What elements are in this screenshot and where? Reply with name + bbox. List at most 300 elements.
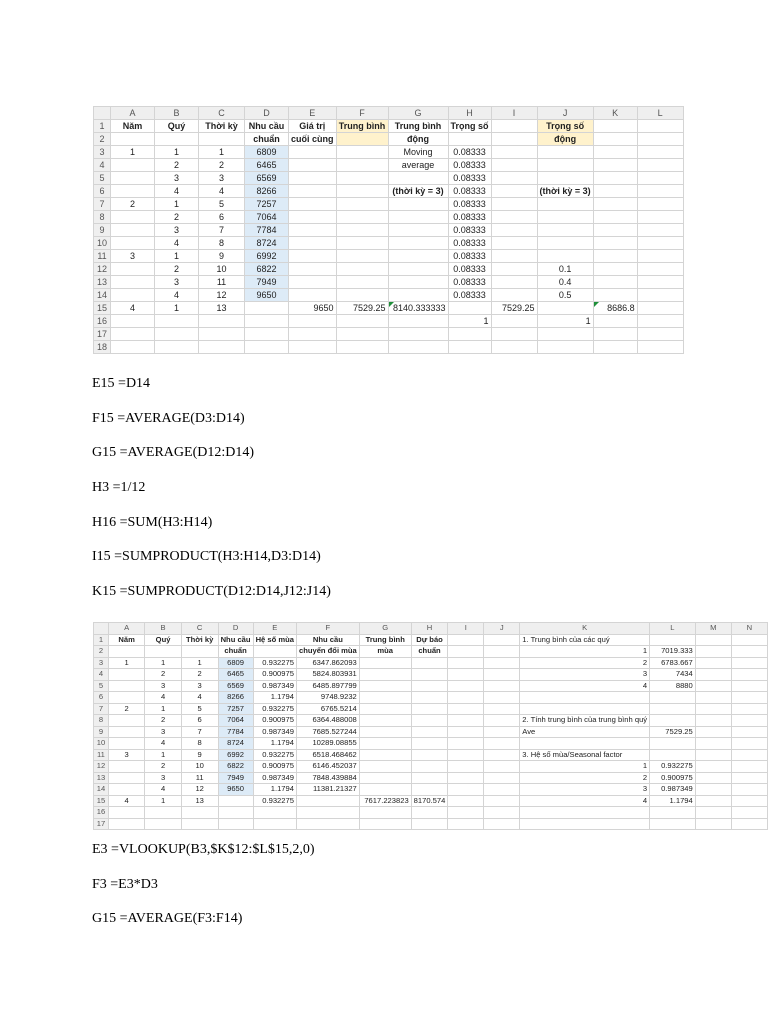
cell[interactable] <box>484 795 520 807</box>
cell[interactable] <box>448 328 491 341</box>
cell[interactable]: 8140.333333 <box>388 302 448 315</box>
cell[interactable] <box>245 328 289 341</box>
cell[interactable]: 0.08333 <box>448 263 491 276</box>
cell[interactable]: 2 <box>520 772 650 784</box>
column-header[interactable]: F <box>336 107 388 120</box>
cell[interactable] <box>108 692 144 704</box>
cell[interactable] <box>695 761 731 773</box>
cell[interactable] <box>695 657 731 669</box>
cell[interactable] <box>491 185 537 198</box>
cell[interactable] <box>484 749 520 761</box>
column-header[interactable]: A <box>111 107 155 120</box>
cell[interactable]: 6569 <box>245 172 289 185</box>
column-header[interactable]: C <box>181 623 218 635</box>
cell[interactable] <box>108 761 144 773</box>
cell[interactable] <box>537 250 593 263</box>
column-header[interactable]: H <box>448 107 491 120</box>
cell[interactable]: 1 <box>181 657 218 669</box>
cell[interactable] <box>388 341 448 354</box>
cell[interactable] <box>253 818 296 830</box>
cell[interactable] <box>695 738 731 750</box>
cell[interactable] <box>388 289 448 302</box>
column-header[interactable]: E <box>253 623 296 635</box>
cell[interactable]: 0.5 <box>537 289 593 302</box>
row-header[interactable]: 4 <box>94 159 111 172</box>
cell[interactable]: 12 <box>181 784 218 796</box>
cell[interactable] <box>336 146 388 159</box>
cell[interactable]: 0.987349 <box>253 726 296 738</box>
cell[interactable] <box>289 211 337 224</box>
cell[interactable] <box>731 761 767 773</box>
cell[interactable]: chuẩn <box>411 646 448 658</box>
cell[interactable]: 0.08333 <box>448 276 491 289</box>
cell[interactable]: 0.900975 <box>253 715 296 727</box>
cell[interactable] <box>388 211 448 224</box>
cell[interactable] <box>289 289 337 302</box>
cell[interactable]: 0.987349 <box>253 772 296 784</box>
cell[interactable] <box>537 146 593 159</box>
cell[interactable] <box>537 237 593 250</box>
cell[interactable] <box>359 807 411 819</box>
cell[interactable] <box>448 795 484 807</box>
column-header[interactable]: G <box>359 623 411 635</box>
cell[interactable]: 4 <box>111 302 155 315</box>
cell[interactable] <box>336 224 388 237</box>
cell[interactable] <box>491 315 537 328</box>
row-header[interactable]: 14 <box>94 784 109 796</box>
cell[interactable] <box>484 738 520 750</box>
cell[interactable]: 10289.08855 <box>296 738 359 750</box>
cell[interactable] <box>491 328 537 341</box>
cell[interactable] <box>491 276 537 289</box>
cell[interactable] <box>289 237 337 250</box>
cell[interactable] <box>218 795 253 807</box>
cell[interactable]: 4 <box>199 185 245 198</box>
cell[interactable] <box>108 726 144 738</box>
row-header[interactable]: 7 <box>94 703 109 715</box>
cell[interactable]: Quý <box>145 634 181 646</box>
cell[interactable]: 7434 <box>650 669 696 681</box>
cell[interactable] <box>537 328 593 341</box>
cell[interactable] <box>637 250 683 263</box>
cell[interactable]: Trọng số <box>448 120 491 133</box>
cell[interactable]: 4 <box>181 692 218 704</box>
cell[interactable]: 7529.25 <box>491 302 537 315</box>
row-header[interactable]: 5 <box>94 680 109 692</box>
cell[interactable] <box>388 250 448 263</box>
cell[interactable] <box>289 172 337 185</box>
cell[interactable] <box>731 680 767 692</box>
column-header[interactable]: J <box>537 107 593 120</box>
cell[interactable] <box>111 237 155 250</box>
cell[interactable]: động <box>537 133 593 146</box>
cell[interactable] <box>637 237 683 250</box>
cell[interactable] <box>484 772 520 784</box>
cell[interactable]: 8 <box>199 237 245 250</box>
cell[interactable] <box>448 738 484 750</box>
cell[interactable] <box>108 715 144 727</box>
cell[interactable] <box>289 224 337 237</box>
row-header[interactable]: 15 <box>94 302 111 315</box>
cell[interactable] <box>336 159 388 172</box>
cell[interactable]: 1 <box>145 657 181 669</box>
cell[interactable] <box>448 726 484 738</box>
cell[interactable]: chuyển đổi mùa <box>296 646 359 658</box>
cell[interactable]: 2 <box>199 159 245 172</box>
cell[interactable]: Nhu cầu <box>296 634 359 646</box>
cell[interactable] <box>491 211 537 224</box>
cell[interactable]: 5 <box>181 703 218 715</box>
cell[interactable] <box>411 692 448 704</box>
row-header[interactable]: 8 <box>94 715 109 727</box>
cell[interactable] <box>520 738 650 750</box>
cell[interactable] <box>637 146 683 159</box>
cell[interactable] <box>637 185 683 198</box>
cell[interactable]: 9748.9232 <box>296 692 359 704</box>
cell[interactable]: 3 <box>108 749 144 761</box>
cell[interactable]: 3 <box>145 772 181 784</box>
column-header[interactable]: D <box>218 623 253 635</box>
cell[interactable] <box>537 198 593 211</box>
cell[interactable] <box>484 818 520 830</box>
cell[interactable]: 11 <box>181 772 218 784</box>
cell[interactable] <box>593 159 637 172</box>
row-header[interactable]: 8 <box>94 211 111 224</box>
cell[interactable]: 3 <box>155 172 199 185</box>
cell[interactable] <box>491 172 537 185</box>
cell[interactable]: 4 <box>155 185 199 198</box>
cell[interactable]: Quý <box>155 120 199 133</box>
cell[interactable]: 6822 <box>218 761 253 773</box>
cell[interactable] <box>111 328 155 341</box>
cell[interactable] <box>448 302 491 315</box>
cell[interactable] <box>411 657 448 669</box>
cell[interactable]: Thời kỳ <box>199 120 245 133</box>
cell[interactable]: 7064 <box>218 715 253 727</box>
cell[interactable] <box>637 302 683 315</box>
cell[interactable]: 11 <box>199 276 245 289</box>
cell[interactable] <box>448 646 484 658</box>
cell[interactable]: Ave <box>520 726 650 738</box>
cell[interactable] <box>181 646 218 658</box>
cell[interactable]: Dự báo <box>411 634 448 646</box>
cell[interactable] <box>411 761 448 773</box>
cell[interactable] <box>155 341 199 354</box>
cell[interactable] <box>289 341 337 354</box>
cell[interactable] <box>253 646 296 658</box>
cell[interactable] <box>289 263 337 276</box>
cell[interactable]: 6465 <box>218 669 253 681</box>
cell[interactable]: 6569 <box>218 680 253 692</box>
cell[interactable]: 1.1794 <box>253 784 296 796</box>
cell[interactable]: 12 <box>199 289 245 302</box>
cell[interactable]: 1 <box>537 315 593 328</box>
cell[interactable] <box>448 784 484 796</box>
column-header[interactable]: K <box>520 623 650 635</box>
cell[interactable] <box>520 692 650 704</box>
cell[interactable]: 0.932275 <box>253 703 296 715</box>
cell[interactable] <box>111 263 155 276</box>
cell[interactable] <box>593 250 637 263</box>
cell[interactable] <box>448 772 484 784</box>
cell[interactable]: 9650 <box>218 784 253 796</box>
row-header[interactable]: 17 <box>94 818 109 830</box>
cell[interactable]: 2 <box>145 669 181 681</box>
cell[interactable] <box>359 715 411 727</box>
cell[interactable] <box>695 669 731 681</box>
cell[interactable]: 8 <box>181 738 218 750</box>
cell[interactable] <box>448 680 484 692</box>
cell[interactable] <box>637 315 683 328</box>
cell[interactable]: 3 <box>199 172 245 185</box>
cell[interactable] <box>484 807 520 819</box>
column-header[interactable]: M <box>695 623 731 635</box>
cell[interactable]: 1. Trung bình của các quý <box>520 634 650 646</box>
cell[interactable] <box>448 703 484 715</box>
column-header[interactable]: N <box>731 623 767 635</box>
cell[interactable]: 1 <box>448 315 491 328</box>
cell[interactable] <box>411 715 448 727</box>
cell[interactable] <box>289 159 337 172</box>
cell[interactable] <box>411 703 448 715</box>
cell[interactable]: 8266 <box>245 185 289 198</box>
column-header[interactable]: L <box>650 623 696 635</box>
cell[interactable]: 0.900975 <box>253 669 296 681</box>
cell[interactable] <box>650 715 696 727</box>
cell[interactable] <box>637 172 683 185</box>
cell[interactable] <box>388 172 448 185</box>
cell[interactable]: 0.08333 <box>448 185 491 198</box>
row-header[interactable]: 10 <box>94 738 109 750</box>
cell[interactable] <box>111 224 155 237</box>
cell[interactable]: Thời kỳ <box>181 634 218 646</box>
cell[interactable] <box>411 738 448 750</box>
column-header[interactable]: G <box>388 107 448 120</box>
cell[interactable] <box>199 341 245 354</box>
cell[interactable] <box>411 772 448 784</box>
cell[interactable] <box>296 807 359 819</box>
cell[interactable] <box>108 784 144 796</box>
cell[interactable] <box>155 133 199 146</box>
row-header[interactable]: 6 <box>94 185 111 198</box>
cell[interactable] <box>695 795 731 807</box>
cell[interactable]: cuối cùng <box>289 133 337 146</box>
row-header[interactable]: 9 <box>94 224 111 237</box>
cell[interactable] <box>731 795 767 807</box>
cell[interactable] <box>484 680 520 692</box>
cell[interactable]: 0.932275 <box>253 657 296 669</box>
cell[interactable] <box>537 172 593 185</box>
cell[interactable] <box>695 634 731 646</box>
row-header[interactable]: 15 <box>94 795 109 807</box>
cell[interactable] <box>637 159 683 172</box>
cell[interactable]: 6809 <box>218 657 253 669</box>
cell[interactable]: 6518.468462 <box>296 749 359 761</box>
row-header[interactable]: 12 <box>94 263 111 276</box>
cell[interactable] <box>359 784 411 796</box>
column-header[interactable]: F <box>296 623 359 635</box>
cell[interactable] <box>155 315 199 328</box>
cell[interactable]: 1 <box>199 146 245 159</box>
cell[interactable] <box>388 328 448 341</box>
cell[interactable]: 10 <box>181 761 218 773</box>
cell[interactable] <box>593 237 637 250</box>
cell[interactable]: 6992 <box>218 749 253 761</box>
cell[interactable] <box>336 198 388 211</box>
cell[interactable] <box>448 749 484 761</box>
cell[interactable]: 8170.574 <box>411 795 448 807</box>
cell[interactable] <box>245 302 289 315</box>
cell[interactable] <box>695 715 731 727</box>
cell[interactable] <box>289 146 337 159</box>
row-header[interactable]: 2 <box>94 646 109 658</box>
cell[interactable]: Năm <box>108 634 144 646</box>
cell[interactable]: Trung bình <box>359 634 411 646</box>
column-header[interactable]: C <box>199 107 245 120</box>
cell[interactable] <box>593 146 637 159</box>
cell[interactable] <box>111 341 155 354</box>
cell[interactable] <box>289 250 337 263</box>
cell[interactable]: 5 <box>199 198 245 211</box>
cell[interactable]: 6364.488008 <box>296 715 359 727</box>
cell[interactable]: 1.1794 <box>253 738 296 750</box>
cell[interactable]: 1 <box>111 146 155 159</box>
cell[interactable] <box>108 669 144 681</box>
column-header[interactable]: I <box>448 623 484 635</box>
cell[interactable] <box>593 315 637 328</box>
cell[interactable] <box>388 276 448 289</box>
cell[interactable]: 8724 <box>245 237 289 250</box>
cell[interactable] <box>336 289 388 302</box>
cell[interactable] <box>199 328 245 341</box>
cell[interactable] <box>537 211 593 224</box>
row-header[interactable]: 13 <box>94 772 109 784</box>
row-header[interactable]: 5 <box>94 172 111 185</box>
cell[interactable] <box>537 302 593 315</box>
cell[interactable]: 4 <box>108 795 144 807</box>
cell[interactable] <box>448 761 484 773</box>
cell[interactable] <box>637 120 683 133</box>
cell[interactable] <box>111 159 155 172</box>
column-header[interactable]: I <box>491 107 537 120</box>
cell[interactable]: Trọng số <box>537 120 593 133</box>
row-header[interactable]: 13 <box>94 276 111 289</box>
cell[interactable] <box>199 315 245 328</box>
cell[interactable] <box>111 289 155 302</box>
cell[interactable]: 0.08333 <box>448 224 491 237</box>
cell[interactable] <box>491 224 537 237</box>
cell[interactable]: 7 <box>181 726 218 738</box>
cell[interactable] <box>111 133 155 146</box>
cell[interactable]: 7529.25 <box>336 302 388 315</box>
cell[interactable] <box>484 669 520 681</box>
cell[interactable] <box>448 669 484 681</box>
cell[interactable] <box>448 133 491 146</box>
cell[interactable] <box>484 726 520 738</box>
cell[interactable] <box>484 715 520 727</box>
cell[interactable] <box>520 807 650 819</box>
cell[interactable] <box>388 263 448 276</box>
cell[interactable]: 0.08333 <box>448 172 491 185</box>
cell[interactable]: 9 <box>199 250 245 263</box>
cell[interactable] <box>448 634 484 646</box>
cell[interactable] <box>218 807 253 819</box>
cell[interactable]: 0.08333 <box>448 198 491 211</box>
cell[interactable] <box>448 692 484 704</box>
cell[interactable] <box>359 703 411 715</box>
cell[interactable] <box>491 120 537 133</box>
column-header[interactable]: B <box>145 623 181 635</box>
cell[interactable] <box>336 263 388 276</box>
cell[interactable] <box>111 185 155 198</box>
cell[interactable]: 2 <box>181 669 218 681</box>
cell[interactable]: 6822 <box>245 263 289 276</box>
cell[interactable]: 4 <box>145 784 181 796</box>
cell[interactable]: 3 <box>145 726 181 738</box>
cell[interactable]: 3. Hệ số mùa/Seasonal factor <box>520 749 650 761</box>
cell[interactable] <box>336 172 388 185</box>
cell[interactable] <box>336 315 388 328</box>
cell[interactable] <box>359 749 411 761</box>
cell[interactable]: 0.08333 <box>448 237 491 250</box>
cell[interactable]: 1 <box>155 302 199 315</box>
cell[interactable]: 6 <box>181 715 218 727</box>
cell[interactable]: Nhu cầu <box>245 120 289 133</box>
cell[interactable] <box>111 211 155 224</box>
cell[interactable] <box>296 795 359 807</box>
cell[interactable] <box>637 289 683 302</box>
cell[interactable]: 6 <box>199 211 245 224</box>
cell[interactable] <box>108 772 144 784</box>
cell[interactable] <box>731 715 767 727</box>
cell[interactable] <box>336 328 388 341</box>
cell[interactable] <box>650 703 696 715</box>
cell[interactable]: 0.900975 <box>650 772 696 784</box>
cell[interactable] <box>491 289 537 302</box>
cell[interactable] <box>593 133 637 146</box>
cell[interactable] <box>593 289 637 302</box>
cell[interactable] <box>491 263 537 276</box>
cell[interactable]: 2 <box>145 715 181 727</box>
cell[interactable]: 13 <box>199 302 245 315</box>
cell[interactable] <box>731 703 767 715</box>
cell[interactable]: 1 <box>108 657 144 669</box>
cell[interactable] <box>289 276 337 289</box>
cell[interactable]: 4 <box>145 738 181 750</box>
cell[interactable]: 7 <box>199 224 245 237</box>
cell[interactable] <box>484 784 520 796</box>
cell[interactable] <box>181 818 218 830</box>
row-header[interactable]: 2 <box>94 133 111 146</box>
cell[interactable]: 0.08333 <box>448 289 491 302</box>
cell[interactable]: 1 <box>520 761 650 773</box>
cell[interactable]: average <box>388 159 448 172</box>
cell[interactable] <box>731 738 767 750</box>
cell[interactable] <box>637 198 683 211</box>
cell[interactable] <box>111 172 155 185</box>
cell[interactable] <box>108 807 144 819</box>
cell[interactable]: 0.1 <box>537 263 593 276</box>
cell[interactable]: 1.1794 <box>650 795 696 807</box>
cell[interactable]: Trung bình <box>336 120 388 133</box>
cell[interactable]: 1 <box>155 198 199 211</box>
row-header[interactable]: 4 <box>94 669 109 681</box>
cell[interactable]: 2 <box>111 198 155 211</box>
cell[interactable] <box>537 159 593 172</box>
cell[interactable] <box>448 818 484 830</box>
cell[interactable] <box>359 657 411 669</box>
cell[interactable]: 0.932275 <box>253 749 296 761</box>
